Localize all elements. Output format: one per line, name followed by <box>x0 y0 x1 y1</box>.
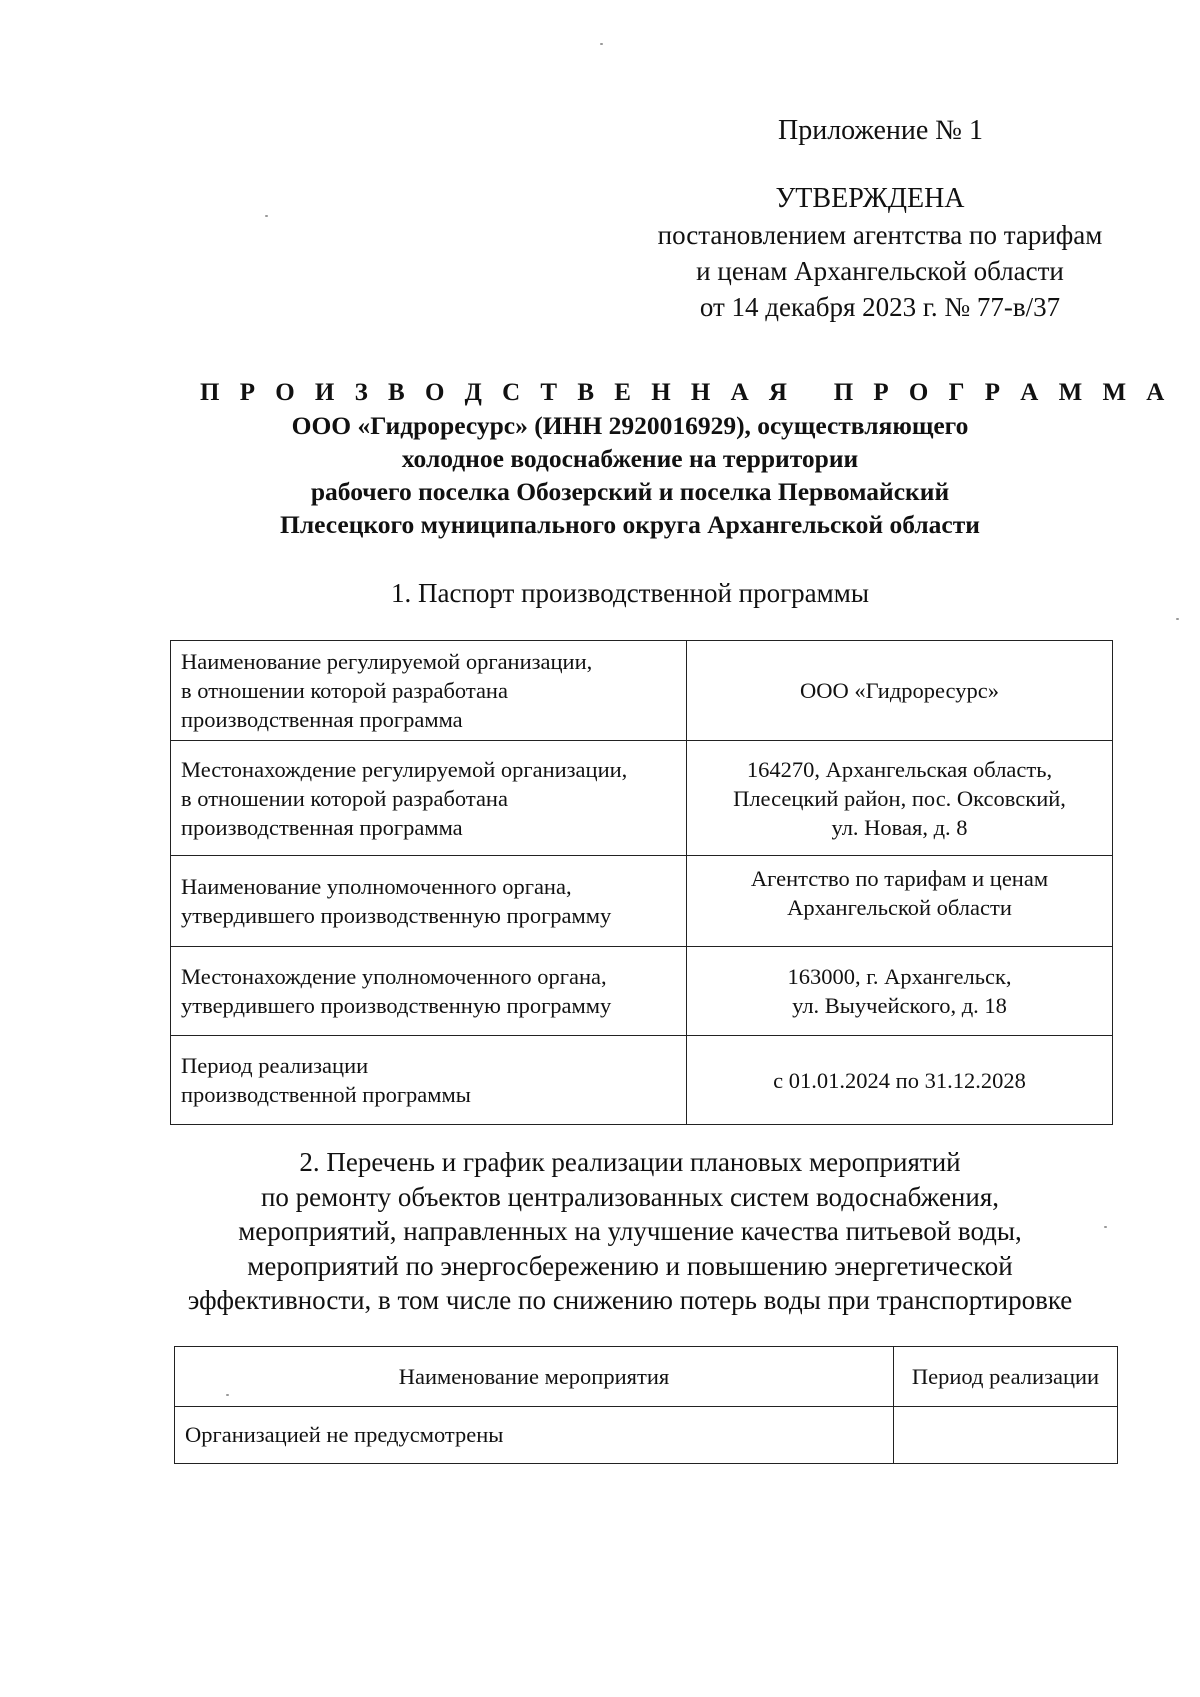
scan-speck <box>265 215 268 217</box>
approval-line: и ценам Архангельской области <box>696 256 1064 286</box>
approval-line: от 14 декабря 2023 г. № 77-в/37 <box>699 292 1061 322</box>
column-header-measure: Наименование мероприятия <box>175 1347 894 1407</box>
cell-line: ул. Новая, д. 8 <box>831 814 968 840</box>
appendix-number: Приложение № 1 <box>778 115 983 146</box>
passport-value-cell <box>687 641 1113 741</box>
cell-line: производственной программы <box>181 1082 471 1107</box>
cell-line: Плесецкий район, пос. Оксовский, <box>733 785 1066 811</box>
cell-line: утвердившего производственную программу <box>181 903 612 928</box>
cell-line: 163000, г. Архангельск, <box>787 964 1012 989</box>
passport-value-cell <box>687 1036 1113 1125</box>
cell-line: Местонахождение уполномоченного органа, <box>181 964 607 989</box>
cell-line: Период реализации <box>181 1053 369 1078</box>
approval-block <box>630 181 1130 325</box>
passport-value-cell <box>687 856 1113 947</box>
cell-line: Наименование регулируемой организации, <box>181 649 593 674</box>
cell-line: производственная программа <box>181 707 463 732</box>
cell-line: Архангельской области <box>787 895 1012 920</box>
cell-line: ул. Выучейского, д. 18 <box>792 993 1007 1018</box>
table-row <box>171 947 1113 1036</box>
passport-label-cell <box>171 856 687 947</box>
measures-table <box>174 1346 1118 1464</box>
section-2-title <box>150 1145 1110 1318</box>
passport-label-cell <box>171 741 687 856</box>
program-title-line: рабочего поселка Обозерский и поселка Первомайский <box>310 477 950 506</box>
cell-line: в отношении которой разработана <box>181 678 508 703</box>
cell-line: утвердившего производственную программу <box>181 993 612 1018</box>
cell-line: 164270, Архангельская область, <box>746 756 1053 782</box>
section-2-title-line: по ремонту объектов централизованных систем водоснабжения, <box>260 1181 1000 1212</box>
passport-label-cell <box>171 947 687 1036</box>
table-row <box>171 641 1113 741</box>
program-title: П Р О И З В О Д С Т В Е Н Н А Я П Р О Г Р А М М А <box>200 379 1172 406</box>
cell-line: Агентство по тарифам и ценам <box>750 866 1049 891</box>
column-header-period: Период реализации <box>894 1347 1118 1407</box>
passport-label-cell <box>171 1036 687 1125</box>
section-1-title: 1. Паспорт производственной программы <box>391 578 869 608</box>
cell-line: Наименование уполномоченного органа, <box>181 874 572 899</box>
approval-line: постановлением агентства по тарифам <box>657 220 1103 250</box>
passport-value-cell <box>687 947 1113 1036</box>
cell-line: с 01.01.2024 по 31.12.2028 <box>773 1067 1026 1093</box>
period-cell <box>894 1407 1118 1464</box>
scan-speck <box>226 1394 229 1396</box>
section-2-title-line: эффективности, в том числе по снижению потерь воды при транспортировке <box>187 1285 1073 1315</box>
passport-label-cell <box>171 641 687 741</box>
scan-speck <box>600 43 603 45</box>
program-title-block <box>200 376 1172 541</box>
section-2-title-line: 2. Перечень и график реализации плановых мероприятий <box>299 1147 961 1177</box>
passport-table <box>170 640 1113 1125</box>
program-title-line: Плесецкого муниципального округа Архангельской области <box>280 510 980 539</box>
cell-line: производственная программа <box>181 814 463 840</box>
scan-speck <box>1176 618 1179 620</box>
cell-line: Местонахождение регулируемой организации, <box>181 756 628 782</box>
section-2-title-line: мероприятий, направленных на улучшение качества питьевой воды, <box>238 1216 1022 1246</box>
cell-line: ООО «Гидроресурс» <box>800 678 999 703</box>
table-row <box>175 1407 1118 1464</box>
approval-heading: УТВЕРЖДЕНА <box>775 183 965 214</box>
section-2-title-line: мероприятий по энергосбережению и повышению энергетической <box>247 1250 1013 1281</box>
passport-value-cell <box>687 741 1113 856</box>
table-row <box>171 741 1113 856</box>
program-title-line: ООО «Гидроресурс» (ИНН 2920016929), осуществляющего <box>291 411 969 440</box>
table-header-row <box>175 1347 1118 1407</box>
scan-speck <box>1104 1226 1107 1228</box>
table-row <box>171 1036 1113 1125</box>
measure-cell: Организацией не предусмотрены <box>175 1407 894 1464</box>
table-row <box>171 856 1113 947</box>
program-title-line: холодное водоснабжение на территории <box>401 444 859 473</box>
cell-line: в отношении которой разработана <box>181 785 508 811</box>
